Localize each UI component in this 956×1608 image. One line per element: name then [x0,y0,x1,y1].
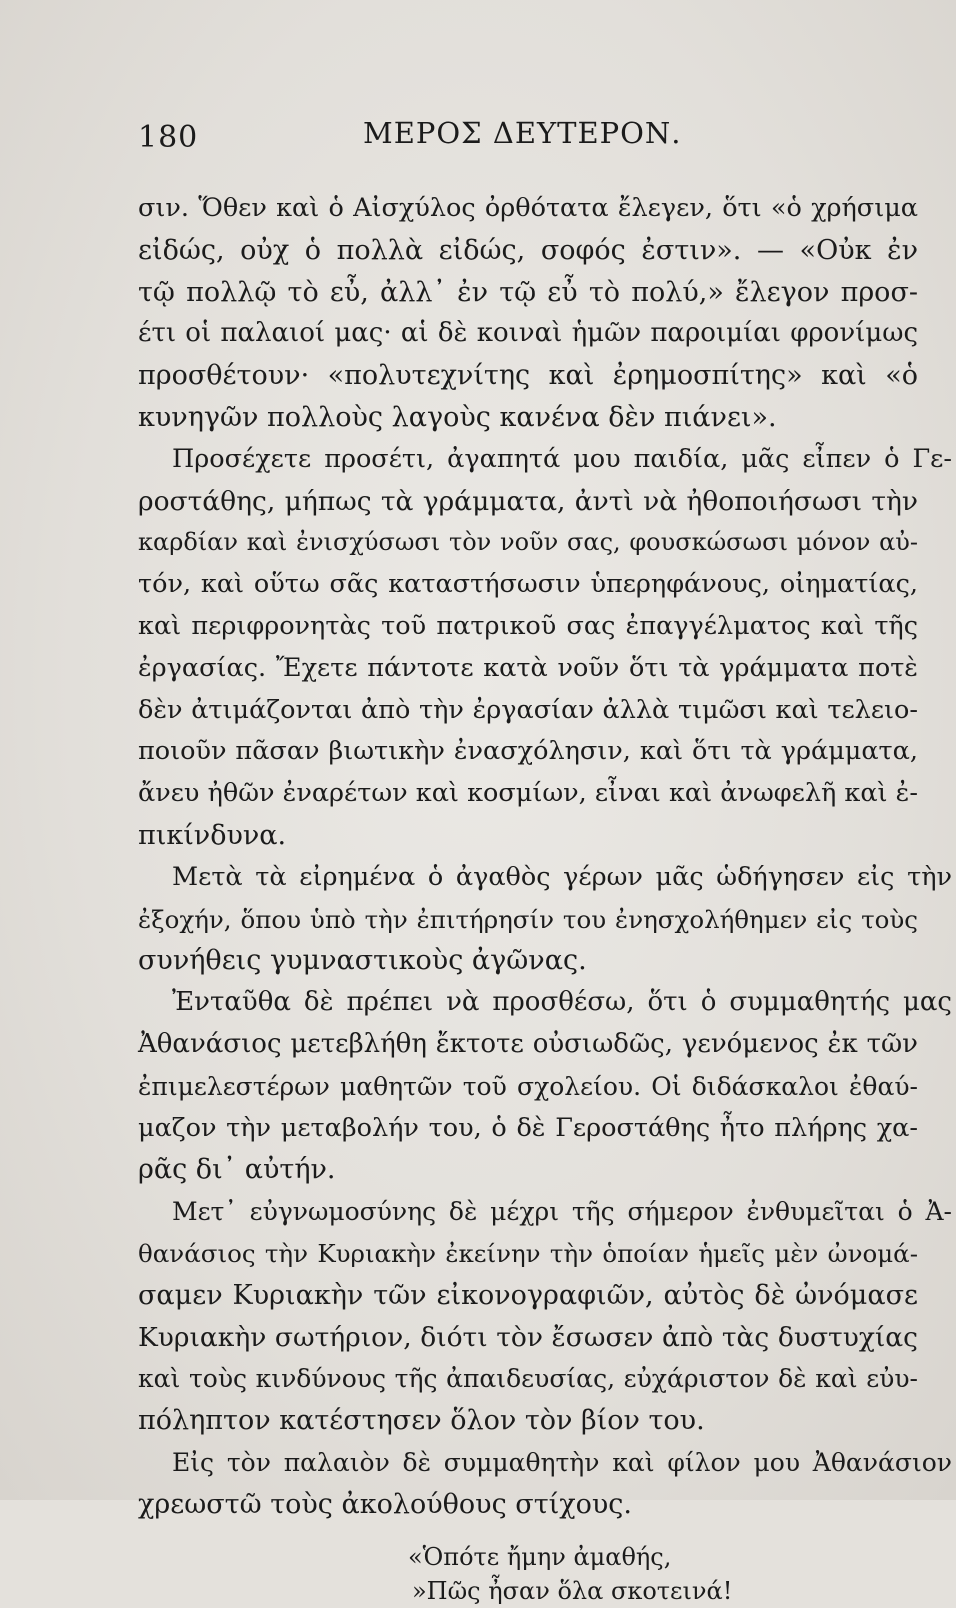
text-line: σιν. Ὅθεν καὶ ὁ Αἰσχύλος ὀρθότατα ἔλεγεν, ὅτι «ὁ χρήσιμα [138,193,918,223]
paragraph [138,188,918,439]
text-line: ἐπιμελεστέρων μαθητῶν τοῦ σχολείου. Οἱ διδάσκαλοι ἐθαύ- [138,1071,918,1101]
text-line: Εἰς τὸν παλαιὸν δὲ συμμαθητὴν καὶ φίλον μου Ἀθανάσιον [172,1447,952,1477]
paragraph [138,1442,952,1526]
text-line: εἰδώς, οὐχ ὁ πολλὰ εἰδώς, σοφός ἐστιν». — «Οὐκ ἐν [138,234,918,266]
verse-quote [138,1540,916,1608]
verse-line: »Πῶς ἦσαν ὅλα σκοτεινά! [412,1576,733,1605]
text-line: Προσέχετε προσέτι, ἀγαπητά μου παιδία, μᾶς εἶπεν ὁ Γε- [172,443,952,474]
body-text [138,188,952,1526]
text-line: δὲν ἀτιμάζονται ἀπὸ τὴν ἐργασίαν ἀλλὰ τιμῶσι καὶ τελειο- [138,694,918,725]
text-line: ροστάθης, μήπως τὰ γράμματα, ἀντὶ νὰ ἠθοποιήσωσι τὴν [138,485,918,517]
paragraph [138,982,952,1191]
text-line: καρδίαν καὶ ἐνισχύσωσι τὸν νοῦν σας, φουσκώσωσι μόνον αὐ- [138,528,918,557]
text-line: ἄνευ ἠθῶν ἐναρέτων καὶ κοσμίων, εἶναι καὶ ἀνωφελῆ καὶ ἐ- [138,778,918,809]
text-line: ρᾶς δι᾽ αὐτήν. [138,1154,336,1186]
text-line: ἐξοχήν, ὅπου ὑπὸ τὴν ἐπιτήρησίν του ἐνησχολήθημεν εἰς τοὺς [138,904,918,934]
text-line: Μετὰ τὰ εἰρημένα ὁ ἀγαθὸς γέρων μᾶς ὡδήγησεν εἰς τὴν [172,861,952,892]
paragraph [138,857,952,982]
text-line: Ἀθανάσιος μετεβλήθη ἔκτοτε οὐσιωδῶς, γενόμενος ἐκ τῶν [138,1028,918,1059]
text-line: πικίνδυνα. [138,819,287,851]
page-header [138,100,918,160]
text-line: έτι οἱ παλαιοί μας· αἱ δὲ κοιναὶ ἡμῶν παροιμίαι φρονίμως [138,318,918,349]
text-line: μαζον τὴν μεταβολήν του, ὁ δὲ Γεροστάθης ἦτο πλήρης χα- [138,1112,918,1143]
text-line: συνήθεις γυμναστικοὺς ἀγῶνας. [138,945,587,977]
text-line: χρεωστῶ τοὺς ἀκολούθους στίχους. [138,1488,632,1520]
text-line: θανάσιος τὴν Κυριακὴν ἐκείνην τὴν ὁποίαν ἡμεῖς μὲν ὠνομά- [138,1238,918,1268]
page-number: 180 [138,120,199,155]
text-line: τῷ πολλῷ τὸ εὖ, ἀλλ᾽ ἐν τῷ εὖ τὸ πολύ,» ἔλεγον προσ- [138,276,918,308]
text-line: κυνηγῶν πολλοὺς λαγοὺς κανένα δὲν πιάνει». [138,401,777,433]
text-line: Ἐνταῦθα δὲ πρέπει νὰ προσθέσω, ὅτι ὁ συμμαθητής μας [172,987,952,1018]
text-line: πόληπτον κατέστησεν ὅλον τὸν βίον του. [138,1405,705,1437]
paragraph [138,1191,952,1442]
text-line: τόν, καὶ οὕτω σᾶς καταστήσωσιν ὑπερηφάνους, οἰηματίας, [138,569,918,600]
text-line: ποιοῦν πᾶσαν βιωτικὴν ἐνασχόλησιν, καὶ ὅτι τὰ γράμματα, [138,736,918,767]
text-line: καὶ περιφρονητὰς τοῦ πατρικοῦ σας ἐπαγγέλματος καὶ τῆς [138,610,918,641]
text-line: ἐργασίας. Ἔχετε πάντοτε κατὰ νοῦν ὅτι τὰ γράμματα ποτὲ [138,652,918,683]
text-line: σαμεν Κυριακὴν τῶν εἰκονογραφιῶν, αὐτὸς δὲ ὠνόμασε [138,1279,918,1311]
running-head: ΜΕΡΟΣ ΔΕΥΤΕΡΟΝ. [363,116,682,150]
text-line: Κυριακὴν σωτήριον, διότι τὸν ἔσωσεν ἀπὸ τὰς δυστυχίας [138,1321,918,1353]
verse-line: «Ὁπότε ἤμην ἀμαθής, [408,1542,672,1571]
text-line: προσθέτουν· «πολυτεχνίτης καὶ ἐρημοσπίτης» καὶ «ὁ [138,360,918,392]
paragraph [138,439,952,857]
text-line: καὶ τοὺς κινδύνους τῆς ἀπαιδευσίας, εὐχάριστον δὲ καὶ εὐυ- [138,1364,918,1394]
text-line: Μετ᾽ εὐγνωμοσύνης δὲ μέχρι τῆς σήμερον ἐνθυμεῖται ὁ Ἀ- [172,1197,952,1227]
